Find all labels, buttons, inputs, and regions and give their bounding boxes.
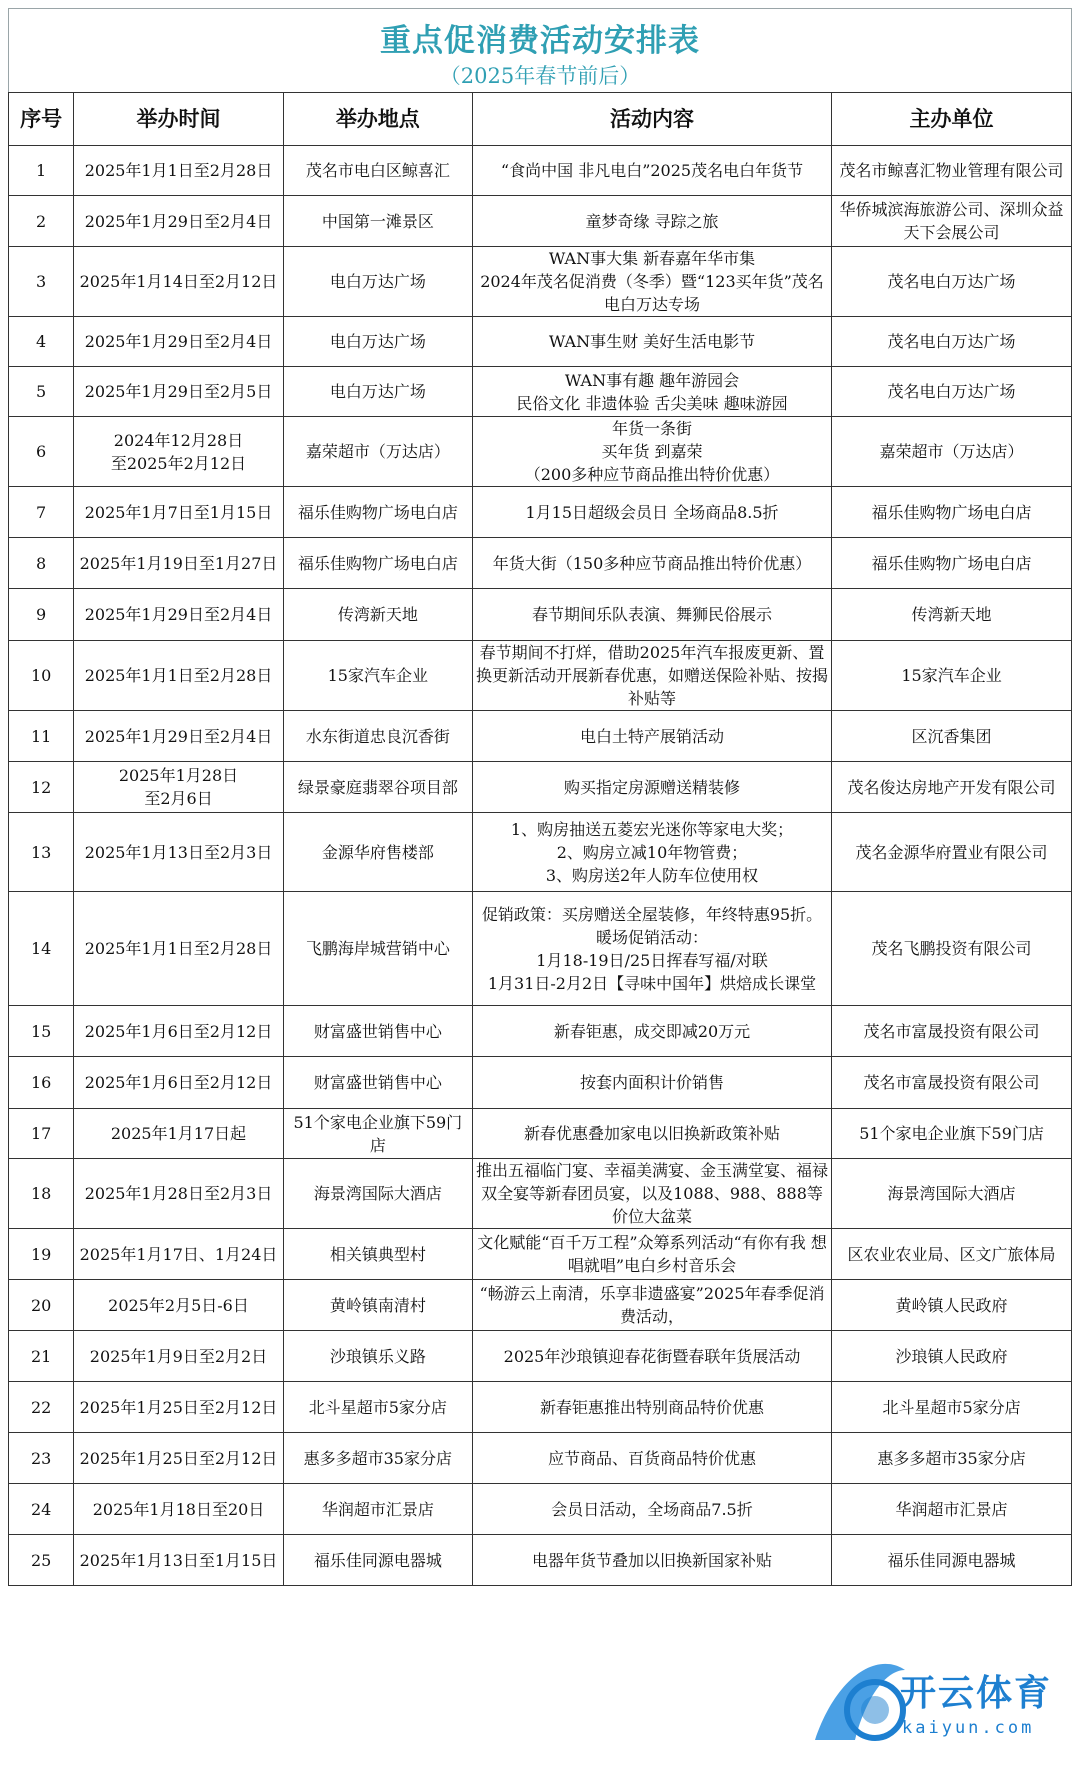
row-place: 金源华府售楼部: [283, 813, 472, 892]
row-place: 福乐佳同源电器城: [283, 1535, 472, 1586]
row-place: 财富盛世销售中心: [283, 1057, 472, 1109]
row-place: 传湾新天地: [283, 589, 472, 641]
row-host: 华润超市汇景店: [832, 1484, 1072, 1535]
row-host: 福乐佳同源电器城: [832, 1535, 1072, 1586]
row-no: 16: [9, 1057, 74, 1109]
row-content: 应节商品、百货商品特价优惠: [472, 1433, 831, 1484]
activity-schedule-table: [8, 92, 1072, 1586]
row-content: 1、购房抽送五菱宏光迷你等家电大奖； 2、购房立减10年物管费； 3、购房送2年人防车位使用权: [472, 813, 831, 892]
row-time: 2025年1月29日至2月4日: [74, 196, 283, 247]
row-host: 福乐佳购物广场电白店: [832, 487, 1072, 538]
row-time: 2025年1月25日至2月12日: [74, 1382, 283, 1433]
row-content: WAN事生财 美好生活电影节: [472, 317, 831, 367]
row-place: 电白万达广场: [283, 247, 472, 317]
row-place: 15家汽车企业: [283, 641, 472, 711]
table-row: [9, 1006, 1072, 1057]
row-host: 15家汽车企业: [832, 641, 1072, 711]
row-time: 2025年2月5日-6日: [74, 1280, 283, 1331]
row-no: 12: [9, 762, 74, 813]
row-content: 新春优惠叠加家电以旧换新政策补贴: [472, 1109, 831, 1159]
row-place: 海景湾国际大酒店: [283, 1159, 472, 1229]
row-host: 区沉香集团: [832, 711, 1072, 762]
table-row: [9, 711, 1072, 762]
col-header-host: 主办单位: [832, 93, 1072, 146]
row-time: 2025年1月28日至2月3日: [74, 1159, 283, 1229]
row-no: 1: [9, 146, 74, 196]
table-row: [9, 1280, 1072, 1331]
table-row: [9, 892, 1072, 1006]
row-time: 2025年1月1日至2月28日: [74, 146, 283, 196]
row-no: 25: [9, 1535, 74, 1586]
row-time: 2025年1月29日至2月4日: [74, 317, 283, 367]
row-host: 华侨城滨海旅游公司、深圳众益天下会展公司: [832, 196, 1072, 247]
row-no: 14: [9, 892, 74, 1006]
table-row: [9, 367, 1072, 417]
row-host: 福乐佳购物广场电白店: [832, 538, 1072, 589]
row-content: 2025年沙琅镇迎春花街暨春联年货展活动: [472, 1331, 831, 1382]
row-no: 3: [9, 247, 74, 317]
row-content: 会员日活动，全场商品7.5折: [472, 1484, 831, 1535]
row-host: 海景湾国际大酒店: [832, 1159, 1072, 1229]
row-no: 20: [9, 1280, 74, 1331]
row-content: 春节期间不打烊，借助2025年汽车报废更新、置换更新活动开展新春优惠，如赠送保险补贴、按揭补贴等: [472, 641, 831, 711]
row-host: 沙琅镇人民政府: [832, 1331, 1072, 1382]
row-host: 茂名市鲸喜汇物业管理有限公司: [832, 146, 1072, 196]
col-header-no: 序号: [9, 93, 74, 146]
row-content: 1月15日超级会员日 全场商品8.5折: [472, 487, 831, 538]
watermark-brand: 开云体育: [900, 1673, 1053, 1714]
page-title: 重点促消费活动安排表: [380, 23, 700, 59]
row-place: 51个家电企业旗下59门店: [283, 1109, 472, 1159]
row-host: 茂名电白万达广场: [832, 317, 1072, 367]
table-row: [9, 1057, 1072, 1109]
table-header-banner: [8, 8, 1072, 92]
row-place: 水东街道忠良沉香街: [283, 711, 472, 762]
col-header-content: 活动内容: [472, 93, 831, 146]
table-row: [9, 487, 1072, 538]
row-no: 13: [9, 813, 74, 892]
row-host: 茂名电白万达广场: [832, 247, 1072, 317]
row-time: 2025年1月9日至2月2日: [74, 1331, 283, 1382]
row-place: 北斗星超市5家分店: [283, 1382, 472, 1433]
col-header-place: 举办地点: [283, 93, 472, 146]
row-no: 9: [9, 589, 74, 641]
row-no: 15: [9, 1006, 74, 1057]
row-place: 沙琅镇乐义路: [283, 1331, 472, 1382]
row-place: 相关镇典型村: [283, 1229, 472, 1280]
row-place: 华润超市汇景店: [283, 1484, 472, 1535]
table-row: [9, 538, 1072, 589]
row-host: 北斗星超市5家分店: [832, 1382, 1072, 1433]
page-subtitle: （2025年春节前后）: [439, 64, 641, 88]
row-host: 茂名市富晟投资有限公司: [832, 1057, 1072, 1109]
row-time: 2025年1月6日至2月12日: [74, 1006, 283, 1057]
row-time: 2025年1月14日至2月12日: [74, 247, 283, 317]
row-time: 2025年1月1日至2月28日: [74, 641, 283, 711]
table-row: [9, 247, 1072, 317]
row-time: 2025年1月13日至2月3日: [74, 813, 283, 892]
table-row: [9, 1229, 1072, 1280]
row-place: 惠多多超市35家分店: [283, 1433, 472, 1484]
row-place: 中国第一滩景区: [283, 196, 472, 247]
table-row: [9, 1535, 1072, 1586]
row-place: 茂名市电白区鲸喜汇: [283, 146, 472, 196]
row-content: WAN事大集 新春嘉年华市集 2024年茂名促消费（冬季）暨“123买年货”茂名电白万达专场: [472, 247, 831, 317]
row-time: 2025年1月1日至2月28日: [74, 892, 283, 1006]
row-no: 17: [9, 1109, 74, 1159]
row-place: 飞鹏海岸城营销中心: [283, 892, 472, 1006]
row-no: 18: [9, 1159, 74, 1229]
row-host: 51个家电企业旗下59门店: [832, 1109, 1072, 1159]
row-host: 茂名飞鹏投资有限公司: [832, 892, 1072, 1006]
row-no: 10: [9, 641, 74, 711]
table-row: [9, 641, 1072, 711]
row-content: 文化赋能“百千万工程”众筹系列活动“有你有我 想唱就唱”电白乡村音乐会: [472, 1229, 831, 1280]
row-no: 7: [9, 487, 74, 538]
table-row: [9, 1109, 1072, 1159]
table-row: [9, 317, 1072, 367]
table-row: [9, 813, 1072, 892]
row-host: 区农业农业局、区文广旅体局: [832, 1229, 1072, 1280]
row-host: 茂名俊达房地产开发有限公司: [832, 762, 1072, 813]
row-content: 促销政策：买房赠送全屋装修，年终特惠95折。 暖场促销活动： 1月18-19日/25日挥春写福/对联 1月31日-2月2日【寻味中国年】烘焙成长课堂: [472, 892, 831, 1006]
row-time: 2025年1月13日至1月15日: [74, 1535, 283, 1586]
row-content: 推出五福临门宴、幸福美满宴、金玉满堂宴、福禄双全宴等新春团员宴，以及1088、988、888等价位大盆菜: [472, 1159, 831, 1229]
watermark-domain: kaiyun.com: [902, 1718, 1035, 1738]
row-host: 嘉荣超市（万达店）: [832, 417, 1072, 487]
row-host: 惠多多超市35家分店: [832, 1433, 1072, 1484]
row-time: 2025年1月29日至2月4日: [74, 711, 283, 762]
table-row: [9, 1331, 1072, 1382]
row-no: 19: [9, 1229, 74, 1280]
row-no: 8: [9, 538, 74, 589]
row-content: 电白土特产展销活动: [472, 711, 831, 762]
row-content: 按套内面积计价销售: [472, 1057, 831, 1109]
table-row: [9, 146, 1072, 196]
table-row: [9, 589, 1072, 641]
row-place: 黄岭镇南清村: [283, 1280, 472, 1331]
row-content: 童梦奇缘 寻踪之旅: [472, 196, 831, 247]
row-no: 23: [9, 1433, 74, 1484]
row-no: 21: [9, 1331, 74, 1382]
row-content: 电器年货节叠加以旧换新国家补贴: [472, 1535, 831, 1586]
row-place: 福乐佳购物广场电白店: [283, 487, 472, 538]
row-time: 2025年1月6日至2月12日: [74, 1057, 283, 1109]
table-header-row: [9, 93, 1072, 146]
row-no: 11: [9, 711, 74, 762]
row-no: 4: [9, 317, 74, 367]
table-row: [9, 1159, 1072, 1229]
row-host: 传湾新天地: [832, 589, 1072, 641]
row-host: 茂名电白万达广场: [832, 367, 1072, 417]
row-time: 2025年1月18日至20日: [74, 1484, 283, 1535]
row-place: 嘉荣超市（万达店）: [283, 417, 472, 487]
row-host: 茂名市富晟投资有限公司: [832, 1006, 1072, 1057]
table-row: [9, 196, 1072, 247]
row-no: 5: [9, 367, 74, 417]
row-no: 2: [9, 196, 74, 247]
row-no: 22: [9, 1382, 74, 1433]
row-content: 购买指定房源赠送精装修: [472, 762, 831, 813]
row-time: 2025年1月25日至2月12日: [74, 1433, 283, 1484]
col-header-time: 举办时间: [74, 93, 283, 146]
row-content: 新春钜惠推出特别商品特价优惠: [472, 1382, 831, 1433]
table-row: [9, 1382, 1072, 1433]
row-time: 2025年1月19日至1月27日: [74, 538, 283, 589]
table-row: [9, 417, 1072, 487]
row-no: 6: [9, 417, 74, 487]
row-place: 福乐佳购物广场电白店: [283, 538, 472, 589]
row-time: 2025年1月7日至1月15日: [74, 487, 283, 538]
row-content: “畅游云上南清，乐享非遗盛宴”2025年春季促消费活动，: [472, 1280, 831, 1331]
row-place: 绿景豪庭翡翠谷项目部: [283, 762, 472, 813]
row-host: 黄岭镇人民政府: [832, 1280, 1072, 1331]
row-no: 24: [9, 1484, 74, 1535]
row-time: 2025年1月29日至2月5日: [74, 367, 283, 417]
row-place: 电白万达广场: [283, 367, 472, 417]
row-time: 2025年1月17日、1月24日: [74, 1229, 283, 1280]
row-content: “食尚中国 非凡电白”2025茂名电白年货节: [472, 146, 831, 196]
table-row: [9, 762, 1072, 813]
row-time: 2025年1月28日 至2月6日: [74, 762, 283, 813]
row-place: 电白万达广场: [283, 317, 472, 367]
row-content: 年货大街（150多种应节商品推出特价优惠）: [472, 538, 831, 589]
table-row: [9, 1484, 1072, 1535]
row-content: 新春钜惠，成交即减20万元: [472, 1006, 831, 1057]
row-content: 春节期间乐队表演、舞狮民俗展示: [472, 589, 831, 641]
row-time: 2025年1月17日起: [74, 1109, 283, 1159]
row-host: 茂名金源华府置业有限公司: [832, 813, 1072, 892]
row-time: 2024年12月28日 至2025年2月12日: [74, 417, 283, 487]
row-place: 财富盛世销售中心: [283, 1006, 472, 1057]
table-row: [9, 1433, 1072, 1484]
row-time: 2025年1月29日至2月4日: [74, 589, 283, 641]
row-content: 年货一条街 买年货 到嘉荣 （200多种应节商品推出特价优惠）: [472, 417, 831, 487]
row-content: WAN事有趣 趣年游园会 民俗文化 非遗体验 舌尖美味 趣味游园: [472, 367, 831, 417]
